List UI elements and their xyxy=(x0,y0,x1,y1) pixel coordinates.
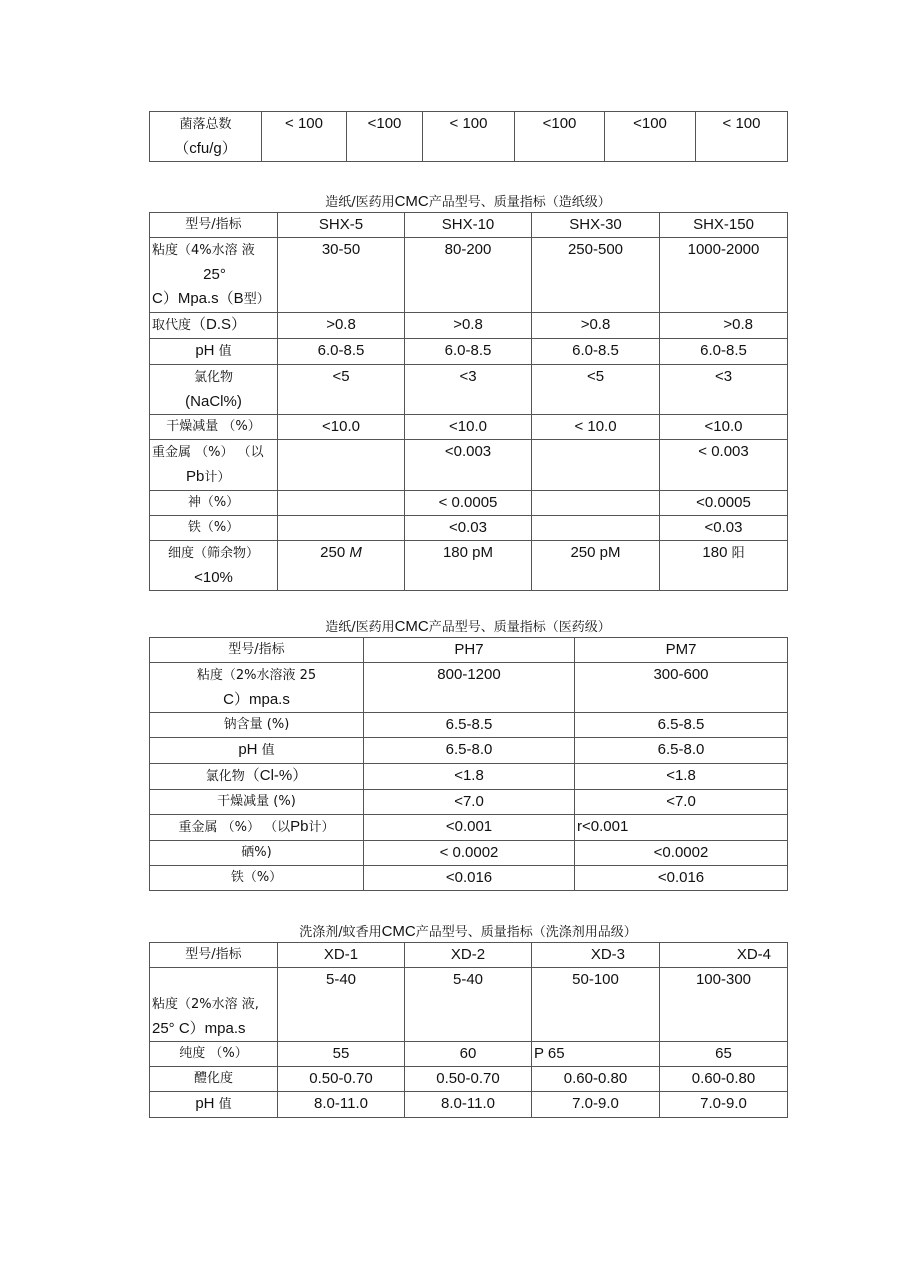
value-cell: < 10.0 xyxy=(532,415,660,440)
value-cell: 1000-2000 xyxy=(660,238,788,313)
value-cell: 180 阳 xyxy=(660,541,788,591)
value-cell: >0.8 xyxy=(278,313,405,339)
row-label: 粘度（2%水溶液 25 C）mpa.s xyxy=(150,663,364,713)
table-row xyxy=(150,663,788,713)
value-cell: 6.5-8.0 xyxy=(575,738,788,764)
value-cell: 55 xyxy=(278,1042,405,1067)
value-cell: 7.0-9.0 xyxy=(532,1092,660,1118)
value-cell: <0.003 xyxy=(405,440,532,491)
value-cell: 65 xyxy=(660,1042,788,1067)
table-row xyxy=(150,440,788,491)
table-row xyxy=(150,841,788,866)
row-label: 菌落总数 （cfu/g） xyxy=(150,112,262,162)
value-cell: < 100 xyxy=(262,112,347,162)
header-row xyxy=(150,213,788,238)
table-row xyxy=(150,238,788,313)
value-cell: <1.8 xyxy=(575,764,788,790)
table-row xyxy=(150,764,788,790)
value-cell: <100 xyxy=(605,112,696,162)
value-cell xyxy=(278,516,405,541)
value-cell: 0.60-0.80 xyxy=(532,1067,660,1092)
value-cell: < 0.0005 xyxy=(405,491,532,516)
table-row xyxy=(150,112,788,162)
paper-grade-table xyxy=(149,212,788,591)
value-cell: <100 xyxy=(347,112,423,162)
value-cell: 6.0-8.5 xyxy=(405,339,532,365)
header-cell: 型号/指标 xyxy=(150,638,364,663)
value-cell: <0.016 xyxy=(575,866,788,891)
header-cell: SHX-150 xyxy=(660,213,788,238)
header-cell: XD-2 xyxy=(405,943,532,968)
row-label: pH 值 xyxy=(150,339,278,365)
value-cell: 100-300 xyxy=(660,968,788,1042)
value-cell: <10.0 xyxy=(278,415,405,440)
value-cell: 8.0-11.0 xyxy=(278,1092,405,1118)
value-cell: <100 xyxy=(515,112,605,162)
row-label: 铁（%） xyxy=(150,866,364,891)
row-label: pH 值 xyxy=(150,1092,278,1118)
value-cell xyxy=(278,440,405,491)
header-cell: PH7 xyxy=(364,638,575,663)
value-cell: P 65 xyxy=(532,1042,660,1067)
value-cell: < 100 xyxy=(696,112,788,162)
value-cell: <0.0002 xyxy=(575,841,788,866)
header-cell: SHX-5 xyxy=(278,213,405,238)
row-label: 醴化度 xyxy=(150,1067,278,1092)
value-cell xyxy=(532,516,660,541)
value-cell: < 0.0002 xyxy=(364,841,575,866)
value-cell: 6.5-8.5 xyxy=(364,713,575,738)
value-cell: 6.0-8.5 xyxy=(278,339,405,365)
table-row xyxy=(150,1092,788,1118)
value-cell: 6.0-8.5 xyxy=(532,339,660,365)
table-row xyxy=(150,1042,788,1067)
row-label: 氯化物（Cl-%） xyxy=(150,764,364,790)
table-row xyxy=(150,713,788,738)
value-cell: <0.03 xyxy=(660,516,788,541)
value-cell: 0.50-0.70 xyxy=(278,1067,405,1092)
detergent-grade-table xyxy=(149,942,788,1118)
value-cell: <5 xyxy=(278,365,405,415)
row-label: 钠含量 (%) xyxy=(150,713,364,738)
value-cell: <0.0005 xyxy=(660,491,788,516)
row-label: 神（%） xyxy=(150,491,278,516)
header-row xyxy=(150,638,788,663)
table-row xyxy=(150,313,788,339)
value-cell xyxy=(532,440,660,491)
value-cell: 250 M xyxy=(278,541,405,591)
table-row xyxy=(150,365,788,415)
row-label: 硒%) xyxy=(150,841,364,866)
value-cell: 0.60-0.80 xyxy=(660,1067,788,1092)
header-cell: 型号/指标 xyxy=(150,943,278,968)
value-cell: 5-40 xyxy=(405,968,532,1042)
value-cell: 800-1200 xyxy=(364,663,575,713)
table-row xyxy=(150,541,788,591)
row-label: 细度（筛余物） <10% xyxy=(150,541,278,591)
value-cell: 300-600 xyxy=(575,663,788,713)
header-cell: SHX-30 xyxy=(532,213,660,238)
value-cell: >0.8 xyxy=(660,313,788,339)
value-cell: 7.0-9.0 xyxy=(660,1092,788,1118)
table-row xyxy=(150,491,788,516)
row-label: 取代度（D.S） xyxy=(150,313,278,339)
table-row xyxy=(150,516,788,541)
table-caption-pharma-grade: 造纸/医药用CMC产品型号、质量指标（医药级） xyxy=(325,618,611,635)
value-cell: 0.50-0.70 xyxy=(405,1067,532,1092)
value-cell: <10.0 xyxy=(660,415,788,440)
value-cell: 60 xyxy=(405,1042,532,1067)
microbe-table xyxy=(149,111,788,162)
row-label: 重金属 （%） （以Pb计） xyxy=(150,815,364,841)
value-cell: 30-50 xyxy=(278,238,405,313)
value-cell: <3 xyxy=(405,365,532,415)
table-row xyxy=(150,790,788,815)
value-cell: >0.8 xyxy=(405,313,532,339)
table-row xyxy=(150,339,788,365)
value-cell: <3 xyxy=(660,365,788,415)
value-cell: r<0.001 xyxy=(575,815,788,841)
row-label: 干燥减量 (%) xyxy=(150,790,364,815)
table-row xyxy=(150,968,788,1042)
value-cell: < 100 xyxy=(423,112,515,162)
value-cell: 8.0-11.0 xyxy=(405,1092,532,1118)
value-cell: 250-500 xyxy=(532,238,660,313)
value-cell: <7.0 xyxy=(575,790,788,815)
table-row xyxy=(150,738,788,764)
value-cell: <10.0 xyxy=(405,415,532,440)
row-label: 粘度（2%水溶 液, 25° C）mpa.s xyxy=(150,968,278,1042)
row-label: 重金属 （%） （以 Pb计） xyxy=(150,440,278,491)
row-label: pH 值 xyxy=(150,738,364,764)
value-cell: >0.8 xyxy=(532,313,660,339)
header-cell: XD-1 xyxy=(278,943,405,968)
table-caption-detergent-grade: 洗涤剂/蚊香用CMC产品型号、质量指标（洗涤剂用品级） xyxy=(299,923,637,940)
row-label: 粘度（4%水溶 液 25° C）Mpa.s（B型） xyxy=(150,238,278,313)
value-cell: < 0.003 xyxy=(660,440,788,491)
header-cell: SHX-10 xyxy=(405,213,532,238)
value-cell: 5-40 xyxy=(278,968,405,1042)
value-cell xyxy=(278,491,405,516)
row-label: 纯度 （%） xyxy=(150,1042,278,1067)
table-row xyxy=(150,866,788,891)
header-cell: 型号/指标 xyxy=(150,213,278,238)
value-cell: 50-100 xyxy=(532,968,660,1042)
value-cell: <0.016 xyxy=(364,866,575,891)
value-cell: 180 pM xyxy=(405,541,532,591)
value-cell: <0.03 xyxy=(405,516,532,541)
header-row xyxy=(150,943,788,968)
value-cell: 250 pM xyxy=(532,541,660,591)
row-label: 铁（%） xyxy=(150,516,278,541)
table-row xyxy=(150,415,788,440)
table-row xyxy=(150,1067,788,1092)
value-cell: <0.001 xyxy=(364,815,575,841)
row-label: 干燥减量 （%） xyxy=(150,415,278,440)
table-caption-paper-grade: 造纸/医药用CMC产品型号、质量指标（造纸级） xyxy=(325,193,611,210)
value-cell: 6.0-8.5 xyxy=(660,339,788,365)
value-cell: <5 xyxy=(532,365,660,415)
value-cell: 80-200 xyxy=(405,238,532,313)
value-cell: 6.5-8.0 xyxy=(364,738,575,764)
value-cell: <7.0 xyxy=(364,790,575,815)
header-cell: PM7 xyxy=(575,638,788,663)
table-row xyxy=(150,815,788,841)
header-cell: XD-3 xyxy=(532,943,660,968)
pharma-grade-table xyxy=(149,637,788,891)
value-cell xyxy=(532,491,660,516)
value-cell: <1.8 xyxy=(364,764,575,790)
header-cell: XD-4 xyxy=(660,943,788,968)
value-cell: 6.5-8.5 xyxy=(575,713,788,738)
row-label: 氯化物 (NaCl%) xyxy=(150,365,278,415)
